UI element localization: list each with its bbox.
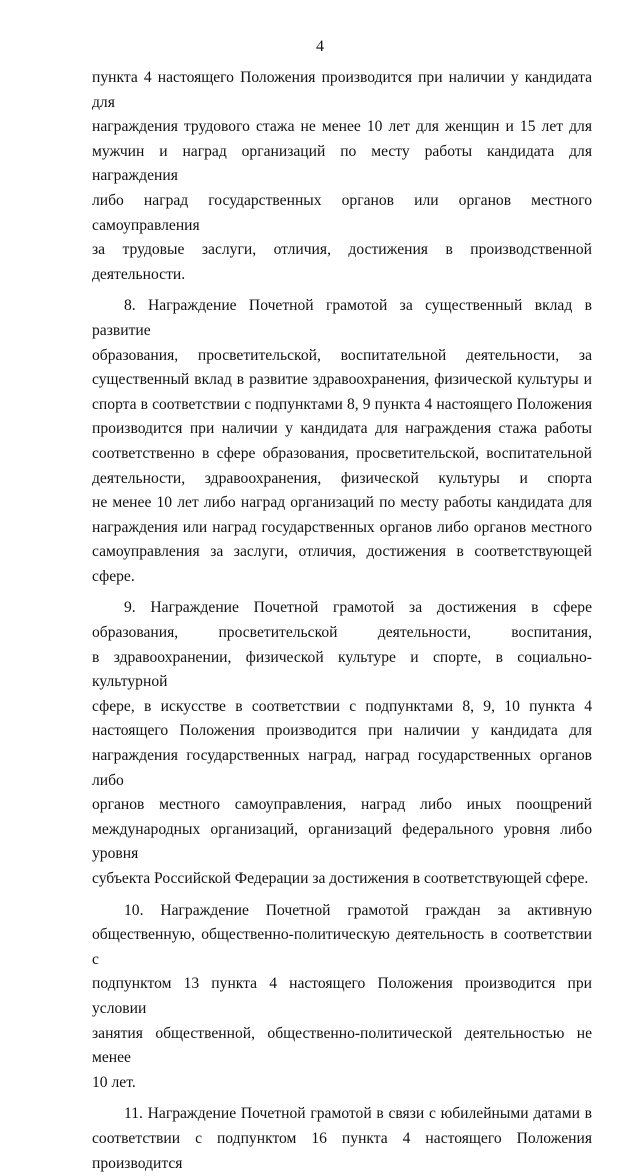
text-line: органов местного самоуправления, наград либо иных поощрений: [92, 796, 592, 814]
text-line: занятия общественной, общественно-политической деятельностью не менее: [92, 1024, 592, 1067]
paragraph-9: [92, 596, 592, 891]
text-line: 8. Награждение Почетной грамотой за существенный вклад в развитие: [92, 297, 592, 339]
text-line: деятельности, здравоохранения, физической культуры и спорта: [92, 469, 592, 487]
text-line: образования, просветительской деятельности, воспитания,: [92, 624, 592, 642]
text-line: настоящего Положения производится при наличии у кандидата для: [92, 722, 592, 740]
paragraph-7-continuation: [92, 66, 592, 287]
text-line: за трудовые заслуги, отличия, достижения в производственной деятельности.: [92, 241, 592, 283]
text-line: не менее 10 лет либо наград организаций по месту работы кандидата для: [92, 494, 592, 512]
paragraph-8: [92, 294, 592, 589]
text-line: подпунктом 13 пункта 4 настоящего Положения производится при условии: [92, 975, 592, 1017]
text-line: либо наград государственных органов или органов местного самоуправления: [92, 191, 592, 234]
text-line: 10 лет.: [92, 1073, 136, 1091]
text-line: субъекта Российской Федерации за достижения в соответствующей сфере.: [92, 870, 589, 887]
text-line: награждения трудового стажа не менее 10 лет для женщин и 15 лет для: [92, 118, 592, 136]
text-line: соответственно в сфере образования, просветительской, воспитательной: [92, 444, 592, 462]
text-line: спорта в соответствии с подпунктами 8, 9 пункта 4 настоящего Положения: [92, 395, 592, 413]
text-line: 11. Награждение Почетной грамотой в связи с юбилейными датами в: [124, 1105, 592, 1123]
text-line: соответствии с подпунктом 16 пункта 4 настоящего Положения производится: [92, 1129, 592, 1172]
text-line: мужчин и наград организаций по месту работы кандидата для награждения: [92, 142, 592, 185]
text-line: сфере, в искусстве в соответствии с подпунктами 8, 9, 10 пункта 4: [92, 697, 592, 715]
text-line: 9. Награждение Почетной грамотой за достижения в сфере: [124, 599, 592, 617]
text-line: награждения или наград государственных органов либо органов местного: [92, 518, 592, 536]
paragraph-11: [92, 1102, 592, 1176]
text-line: пункта 4 настоящего Положения производится при наличии у кандидата для: [92, 69, 592, 111]
text-line: награждения государственных наград, наград государственных органов либо: [92, 747, 592, 789]
text-line: 10. Награждение Почетной грамотой граждан за активную: [124, 901, 592, 919]
text-line: в здравоохранении, физической культуре и спорте, в социально-культурной: [92, 648, 592, 691]
text-line: международных организаций, организаций федерального уровня либо уровня: [92, 820, 592, 863]
text-line: образования, просветительской, воспитательной деятельности, за: [92, 346, 592, 364]
page-number: 4: [316, 38, 324, 55]
document-body: [92, 66, 592, 1176]
paragraph-10: [92, 899, 592, 1096]
text-line: общественную, общественно-политическую деятельность в соответствии с: [92, 926, 592, 968]
text-line: существенный вклад в развитие здравоохранения, физической культуры и: [92, 371, 592, 389]
text-line: производится при наличии у кандидата для награждения стажа работы: [92, 420, 592, 438]
text-line: самоуправления за заслуги, отличия, достижения в соответствующей сфере.: [92, 543, 592, 585]
